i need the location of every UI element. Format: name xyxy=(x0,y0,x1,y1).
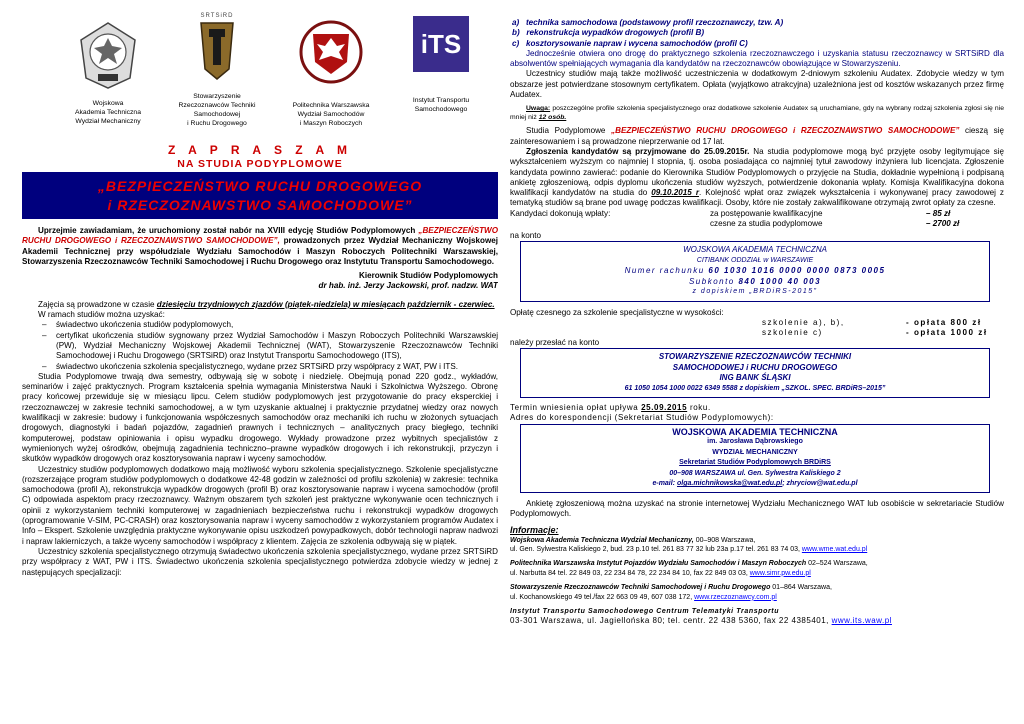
spec-b: b) rekonstrukcja wypadków drogowych (profil B) xyxy=(512,28,705,38)
srts-emblem-icon xyxy=(195,21,239,81)
fees-block xyxy=(510,209,1004,231)
bank1-note: z dopiskiem „BRDiRS-2015” xyxy=(692,288,818,296)
contact-its-details xyxy=(510,616,1004,625)
left-column xyxy=(22,0,498,724)
contact-pw-details xyxy=(510,569,1004,578)
popularity-paragraph xyxy=(510,126,1004,147)
schedule-a: Zajęcia są prowadzone w czasie xyxy=(38,299,157,309)
invite-heading: Z A P R A S Z A M xyxy=(167,143,353,157)
logos-row xyxy=(22,0,498,140)
contact-pw-city: 02–524 Warszawa, xyxy=(806,560,868,568)
apps-deadline: Zgłoszenia kandydatów są przyjmowane do 25.09.2015r. xyxy=(526,146,750,156)
apps-b: Na studia podyplomowe mogą być przyjęte osoby legitymujące się wykształceniem wyższym co najmniej I stopnia, tj. osoba posiadająca co najmniej tytuł zawodowy inżyniera lub licencjata. Zgłoszenie kandydata powinno zawierać: podanie do Kierownika Studiów Podyplomowych o przyjęcie na Studia, dokładnie wypełnioną i podpisaną ankietę zgłoszeniową, odpis dyplomu ukończenia studiów wyższych, potwierdzenie dokonania wpłaty. Komisja Kwalifikacyjna dokona kwalifikacji kandydatów na studia do xyxy=(510,146,1004,198)
contact-srts-city: 01–864 Warszawa, xyxy=(770,584,832,592)
left-body xyxy=(22,226,498,578)
banner-line-1: „BEZPIECZEŃSTWO RUCHU DROGOWEGO xyxy=(97,178,423,194)
fee1-label: za postępowanie kwalifikacyjne xyxy=(710,208,823,218)
contact-wat-link[interactable]: www.wme.wat.edu.pl xyxy=(801,546,868,554)
contact-wat xyxy=(510,536,1004,545)
deadline-date: 25.09.2015 xyxy=(641,403,688,413)
contact-wat-name: Wojskowa Akademia Techniczna Wydział Mechaniczny, xyxy=(510,536,694,544)
address-box xyxy=(520,424,990,493)
banner-line-2: i RZECZOZNAWSTWO SAMOCHODOWE” xyxy=(107,197,413,213)
bank1-sub-number: 840 1000 40 003 xyxy=(738,276,822,286)
contact-its-addr: 03-301 Warszawa, ul. Jagiellońska 80; tel. centr. 22 438 5360, fax 22 4385401, xyxy=(510,616,832,626)
fees-label: Kandydaci dokonują wpłaty: xyxy=(510,208,611,218)
addr-line3: WYDZIAŁ MECHANICZNY xyxy=(712,448,798,456)
intro-title: „BEZPIECZEŃSTWO RUCHU DROGOWEGO i RZECZOZNAWSTWO SAMOCHODOWE”, xyxy=(22,226,498,246)
send-label: należy przesłać na konto xyxy=(510,337,600,347)
bank-box-srts xyxy=(520,348,990,398)
its-logo xyxy=(400,16,482,114)
bank2-line3: ING BANK ŚLĄSKI xyxy=(719,373,791,383)
spec-a: a) technika samochodowa (podstawowy profil rzeczoznawczy, tzw. A) xyxy=(512,18,784,27)
address-label: Adres do korespondencji (Sekretariat Studiów Podyplomowych): xyxy=(510,413,774,423)
spec-c: c) kosztorysowanie napraw i wycena samochodów (profil C) xyxy=(512,38,748,48)
pw-crest-icon xyxy=(299,20,363,84)
fee1-value: – 85 zł xyxy=(926,208,951,218)
addr-line4: Sekretariat Studiów Podyplomowych BRDiRS xyxy=(679,459,831,467)
wat-logo xyxy=(62,20,154,126)
studies-heading: NA STUDIA PODYPLOMOWE xyxy=(177,158,343,170)
training-fee1-value: - opłata 800 zł xyxy=(906,317,982,327)
list-item: – świadectwo ukończenia szkolenia specjalistycznego, wydane przez SRTSiRD przy współpracy z WAT, PW i ITS. xyxy=(42,362,498,372)
wat-eagle-icon xyxy=(78,20,138,90)
bank1-account-number: 60 1030 1016 0000 0000 0873 0005 xyxy=(708,266,886,276)
pw-caption: Politechnika Warszawska Wydział Samochodów i Maszyn Roboczych xyxy=(292,102,370,127)
contact-wat-addr: ul. Gen. Sylwestra Kaliskiego 2, bud. 23 p.10 tel. 261 83 77 32 lub 23a p.17 tel. 261 83 74 03, xyxy=(510,546,802,554)
contact-srts-details xyxy=(510,593,1004,602)
contact-wat-details xyxy=(510,545,1004,554)
intro-c: prowadzonych przez Wydział Mechaniczny Wojskowej Akademii Technicznej przy współudziale Wydziału Samochodów i Maszyn Roboczych Politechniki Warszawskiej, Stowarzyszenia Rzeczoznawców Techniki Samochodowej i Ruchu Drogowego oraz Instytutu Transportu Samochodowego. xyxy=(22,236,498,266)
email-link-2[interactable]: ; zhryciow@wat.edu.pl xyxy=(782,480,858,488)
schedule-paragraph xyxy=(22,300,498,310)
pw-logo xyxy=(272,20,390,128)
intro-paragraph xyxy=(22,226,498,267)
addr-line5: 00–908 WARSZAWA ul. Gen. Sylwestra Kaliskiego 2 xyxy=(669,469,841,477)
form-paragraph: Ankietę zgłoszeniową można uzyskać na stronie internetowej Wydziału Mechanicznego WAT lub osobiście w sekretariacie Studiów Podyplomowych. xyxy=(510,498,1004,519)
bank1-account-label: Numer rachunku xyxy=(624,266,709,276)
training-fee1-label: szkolenie a), b), xyxy=(762,317,845,327)
deadline-c: roku. xyxy=(687,403,711,413)
right-column xyxy=(510,0,1004,724)
srts-logo-text: SRTSiRD xyxy=(200,13,234,19)
its-caption: Instytut Transportu Samochodowego xyxy=(412,97,470,113)
training-fee2-label: szkolenie c) xyxy=(762,327,823,337)
email-link-1[interactable]: olga.michnikowska@wat.edu.pl xyxy=(676,480,783,488)
contact-pw-name: Politechnika Warszawska Instytut Pojazdów Wydziału Samochodów i Maszyn Roboczych xyxy=(510,560,807,568)
audatex-paragraph: Uczestnicy studiów mają także możliwość uczestniczenia w dodatkowym 2-dniowym szkoleniu Audatex. Zdobycie wiedzy w tym obszarze jest potwierdzane stosownym certyfikatem. Opłata (wyjątkowo atrakcyjna) uzależniona jest od kosztów wskazanych przez firmę Audatex. xyxy=(510,69,1004,100)
bank1-line1: WOJSKOWA AKADEMIA TECHNICZNA xyxy=(683,245,827,255)
pop-title: „BEZPIECZEŃSTWO RUCHU DROGOWEGO i RZECZOZNAWSTWO SAMOCHODOWE” xyxy=(611,126,960,136)
apps-date: 09.10.2015 r xyxy=(651,188,699,198)
contact-srts-link[interactable]: www.rzeczoznawcy.com.pl xyxy=(694,593,777,601)
contact-pw-link[interactable]: www.simr.pw.edu.pl xyxy=(749,569,811,577)
srts-logo xyxy=(167,12,267,128)
account-label: na konto xyxy=(510,230,542,240)
contact-its-name: Instytut Transportu Samochodowego Centrum Telematyki Transportu xyxy=(510,608,780,616)
its-mark: iTS xyxy=(413,16,469,72)
bank1-subaccount xyxy=(521,277,989,288)
program-paragraph: Studia Podyplomowe trwają dwa semestry, odbywają się w sobotę i niedzielę. Obejmują ponad 220 godz., wykładów, seminariów i zajęć praktycznych. Program kształcenia spełnia wymagania Ministerstwa Nauki i Szkolnictwa Wyższego. Obronę pracy końcowej przewiduje się w miesiącu lipcu. Celem studiów podyplomowych jest przygotowanie do pracy eksperckiej i rzeczoznawczej w zakresie techniki samochodowej, a w tym uzyskanie aktualnej i praktycznie przydatnej wiedzy oraz nowych kwalifikacji w zakresie: budowy i funkcjonowania współczesnych samochodów oraz mechaniki ich ruchu w złożonych sytuacjach drogowych, diagnostyki i badań pojazdów, zagadnień prawnych i technicznych – analitycznych pracy biegłego, techniki komputerowej, podstaw opiniowania i opisu wypadku drogowego. Wykłady prowadzone przez wybitnych specjalistów z wymienionych wyżej ośrodków, obejmują zagadnienia techniczno–prawne wypadków drogowych i ich rekonstrukcji, przyczyn i skutków wypadków drogowych oraz kosztorysowania napraw i wyceny samochodów. xyxy=(22,371,498,464)
bank-box-wat xyxy=(520,241,990,302)
bank2-line4: 61 1050 1054 1000 0022 6349 5588 z dopiskiem „SZKOL. SPEC. BRDiRS–2015” xyxy=(624,384,886,392)
bank2-line2: SAMOCHODOWEJ i RUCHU DROGOWEGO xyxy=(672,362,838,372)
contact-its-link[interactable]: www.its.waw.pl xyxy=(831,616,892,626)
deadline-a: Termin wniesienia opłat upływa xyxy=(510,403,642,413)
addr-line1: WOJSKOWA AKADEMIA TECHNICZNA xyxy=(672,426,838,437)
addr-email xyxy=(521,479,989,490)
training-fee-label: Opłatę czesnego za szkolenie specjalistyczne w wysokości: xyxy=(510,307,724,317)
bank2-line1: STOWARZYSZENIE RZECZOZNAWCÓW TECHNIKI xyxy=(658,352,852,362)
certificate-paragraph: Uczestnicy szkolenia specjalistycznego otrzymują świadectwo ukończenia szkolenia specjalistycznego, wydane przez SRTSiRD przy współpracy z WAT, PW i ITS. Świadectwo ukończenia szkolenia specjalistycznego potwierdza zdobycie wiedzy w jednej z następujących specjalizacji: xyxy=(22,546,498,577)
bank1-account xyxy=(521,266,989,277)
contact-wat-city: 00–908 Warszawa, xyxy=(693,536,756,544)
fee2-label: czesne za studia podyplomowe xyxy=(710,218,823,228)
expert-path-paragraph: Jednocześnie otwiera ono drogę do praktycznego szkolenia rzeczoznawczego i uzyskania statusu rzeczoznawcy w SRTSiRD dla absolwentów spełniających wymagania dla kandydatów na rzeczoznawców obowiązujące w Stowarzyszeniu. xyxy=(510,48,1004,69)
training-fee2-value: - opłata 1000 zł xyxy=(906,327,988,337)
note-paragraph xyxy=(510,104,1004,122)
list-item: – świadectwo ukończenia studiów podyplomowych, xyxy=(42,320,498,330)
contact-pw-addr: ul. Narbutta 84 tel. 22 849 03, 22 234 84 78, 22 234 84 10, fax 22 849 03 03, xyxy=(510,569,750,577)
apps-c: . Kolejność wpłat oraz związek wykształcenia i wykonywanej pracy zawodowej z tematyką studiów są brane pod uwagę podczas kwalifikacji. Osoby, które nie zostały zakwalifikowane otrzymają zwrot opłaty za czesne. xyxy=(510,188,1004,208)
note-min: 12 osób. xyxy=(538,114,567,122)
obtain-list xyxy=(42,320,498,371)
training-paragraph: Uczestnicy studiów podyplomowych dodatkowo mają możliwość wyboru szkolenia specjalistycznego. Szkolenie specjalistyczne (rozszerzające program studiów podyplomowych o dodatkowe 42-48 godzin w zależności od profilu szkolenia) w zakresie: technika samochodowa (profil A), rekonstrukcja wypadków drogowych (profil B) oraz kosztorysowanie napraw i wycena samochodów (profil C) odpowiada aspektom pracy rzeczoznawcy. Ważnym obszarem tych szkoleń jest praktyczne wykonywanie ocen technicznych i opinii z wykorzystaniem techniki komputerowej w zagadnieniach bezpieczeństwa ruchu i rekonstrukcji wypadków drogowych (oprogramowanie V-SIM, PC-CRASH) oraz kosztorysowania napraw i wyceny samochodów z wykorzystaniem programów Audatex i Info – Ekspert. Szkolenie uwzględnia praktyczne wykonywanie opisu uszkodzeń powypadkowych, dobór technologii napraw nadwozi i napraw lakierniczych, a także wyceny samochodów i współpracy z klientem. Zajęcia ze szkolenia odbywają się w piątek. xyxy=(22,464,498,546)
list-item: – certyfikat ukończenia studiów sygnowany przez Wydział Samochodów i Maszyn Roboczych Politechniki Warszawskiej (PW), Wydział Mechaniczny Wojskowej Akademii Technicznej (WAT), Stowarzyszenie Rzeczoznawców Techniki Samochodowej i Ruchu Drogowego (SRTSiRD) oraz Instytut Transportu Samochodowego (ITS), xyxy=(42,331,498,362)
signature-name: dr hab. inż. Jerzy Jackowski, prof. nadzw. WAT xyxy=(318,281,498,291)
fee2-value: – 2700 zł xyxy=(926,218,960,228)
wat-caption: Wojskowa Akademia Techniczna Wydział Mechaniczny xyxy=(75,100,141,125)
note-text: poszczególne profile szkolenia specjalistycznego oraz dodatkowe szkolenie Audatex są uruchamiane, gdy na wybrany rodzaj szkolenia zgłosi się nie mniej niż xyxy=(510,105,1004,122)
bank1-line2: CITIBANK ODDZIAŁ w WARSZAWIE xyxy=(696,256,814,264)
intro-a: Uprzejmie zawiadamiam, że uruchomiony został nabór na XVIII edycję Studiów Podyplomowych xyxy=(38,226,419,235)
schedule-b: dziesięciu trzydniowych zjazdów (piątek-niedziela) w miesiącach październik - czerwiec. xyxy=(156,299,495,309)
signature-title: Kierownik Studiów Podyplomowych xyxy=(359,271,498,281)
note-label: Uwaga: xyxy=(526,105,551,113)
specializations xyxy=(510,0,1004,49)
contact-pw xyxy=(510,559,1004,568)
email-label: e-mail: xyxy=(652,480,677,488)
bank1-sub-label: Subkonto xyxy=(688,276,739,286)
pop-a: Studia Podyplomowe xyxy=(526,126,612,136)
contacts xyxy=(510,536,1004,626)
info-heading: Informacje: xyxy=(510,525,559,536)
title-banner xyxy=(22,172,498,219)
training-fees xyxy=(510,318,1004,338)
applications-paragraph xyxy=(510,147,1004,209)
contact-srts-name: Stowarzyszenie Rzeczoznawców Techniki Samochodowej i Ruchu Drogowego xyxy=(510,584,771,592)
contact-srts-addr: ul. Kochanowskiego 49 tel./fax 22 663 09 49, 607 038 172, xyxy=(510,593,695,601)
addr-line2: im. Jarosława Dąbrowskiego xyxy=(707,438,803,446)
pop-c: cieszą się zainteresowaniem i są prowadzone nieprzerwanie od 17 lat. xyxy=(510,126,1004,146)
deadline-line xyxy=(510,403,1004,413)
srts-caption: Stowarzyszenie Rzeczoznawców Techniki Samochodowej i Ruchu Drogowego xyxy=(178,93,256,127)
contact-srts xyxy=(510,583,1004,592)
obtain-label: W ramach studiów można uzyskać: xyxy=(38,310,165,320)
